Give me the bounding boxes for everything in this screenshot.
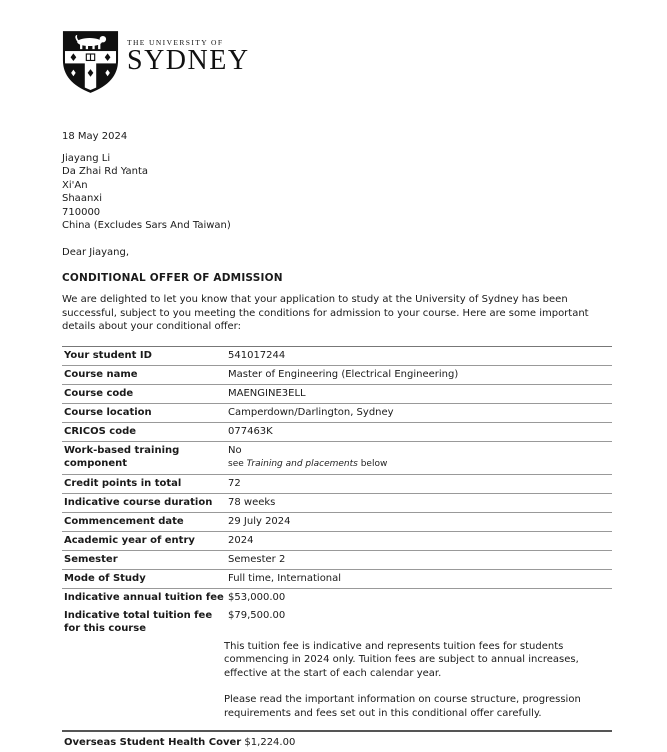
work-based-training-value: No bbox=[228, 444, 610, 457]
row-value bbox=[228, 444, 610, 471]
address-line-country: China (Excludes Sars And Taiwan) bbox=[62, 219, 612, 233]
row-value: MAENGINE3ELL bbox=[228, 387, 610, 400]
salutation: Dear Jiayang, bbox=[62, 246, 612, 260]
row-value: Camperdown/Darlington, Sydney bbox=[228, 406, 610, 419]
table-row-academic-year bbox=[62, 532, 612, 551]
university-wordmark-top: THE UNIVERSITY OF bbox=[127, 38, 250, 47]
university-wordmark bbox=[127, 30, 250, 74]
work-based-training-note bbox=[228, 458, 610, 471]
table-row-student-id bbox=[62, 347, 612, 366]
row-label: Mode of Study bbox=[64, 572, 228, 585]
row-label: Course location bbox=[64, 406, 228, 419]
table-row-commencement-date bbox=[62, 513, 612, 532]
row-value: $79,500.00 bbox=[228, 609, 610, 635]
row-value: 541017244 bbox=[228, 349, 610, 362]
row-label: Course code bbox=[64, 387, 228, 400]
row-value: Master of Engineering (Electrical Engineering) bbox=[228, 368, 610, 381]
address-line-name: Jiayang Li bbox=[62, 152, 612, 166]
row-label: Academic year of entry bbox=[64, 534, 228, 547]
row-value: 72 bbox=[228, 477, 610, 490]
row-value: Full time, International bbox=[228, 572, 610, 585]
university-logo bbox=[62, 30, 612, 94]
table-row-oshc bbox=[62, 732, 612, 752]
table-row-course-location bbox=[62, 404, 612, 423]
table-row-mode-of-study bbox=[62, 570, 612, 589]
row-label: Semester bbox=[64, 553, 228, 566]
tuition-fee-notes bbox=[62, 638, 612, 731]
letter-heading: CONDITIONAL OFFER OF ADMISSION bbox=[62, 272, 612, 284]
address-line-city: Xi'An bbox=[62, 179, 612, 193]
address-line-province: Shaanxi bbox=[62, 192, 612, 206]
letter-date: 18 May 2024 bbox=[62, 130, 612, 144]
note-suffix: below bbox=[358, 459, 387, 469]
row-value: 2024 bbox=[228, 534, 610, 547]
table-row-course-duration bbox=[62, 494, 612, 513]
row-label: Work-based training component bbox=[64, 444, 228, 471]
row-label: CRICOS code bbox=[64, 425, 228, 438]
row-value: 78 weeks bbox=[228, 496, 610, 509]
row-value: Semester 2 bbox=[228, 553, 610, 566]
row-label: Commencement date bbox=[64, 515, 228, 528]
address-line-postcode: 710000 bbox=[62, 206, 612, 220]
university-wordmark-name: SYDNEY bbox=[127, 48, 250, 74]
offer-details-table bbox=[62, 346, 612, 752]
oshc-value: $1,224.00 bbox=[244, 737, 295, 748]
fee-note-indicative: This tuition fee is indicative and represents tuition fees for students commencing in 2024 only. Tuition fees are subject to annual increases, effective at the start of each calendar year. bbox=[224, 640, 610, 681]
table-row-work-based-training bbox=[62, 442, 612, 475]
row-label: Indicative course duration bbox=[64, 496, 228, 509]
note-prefix: see bbox=[228, 459, 247, 469]
table-row-total-tuition-fee bbox=[62, 607, 612, 638]
row-label: Course name bbox=[64, 368, 228, 381]
university-crest-icon bbox=[62, 30, 119, 93]
table-row-course-name bbox=[62, 366, 612, 385]
table-row-semester bbox=[62, 551, 612, 570]
row-value: $53,000.00 bbox=[228, 591, 610, 604]
oshc-label: Overseas Student Health Cover bbox=[64, 737, 241, 748]
fee-notes-spacer bbox=[64, 640, 224, 721]
table-row-annual-tuition-fee bbox=[62, 589, 612, 607]
note-italic: Training and placements bbox=[247, 459, 358, 469]
address-line-street: Da Zhai Rd Yanta bbox=[62, 165, 612, 179]
table-row-credit-points bbox=[62, 475, 612, 494]
intro-paragraph: We are delighted to let you know that your application to study at the University of Sydney has been successful, subject to you meeting the conditions for admission to your course. Here are some important details about your conditional offer: bbox=[62, 293, 612, 334]
row-label: Indicative annual tuition fee bbox=[64, 591, 228, 604]
row-value: 29 July 2024 bbox=[228, 515, 610, 528]
table-row-cricos-code bbox=[62, 423, 612, 442]
table-row-course-code bbox=[62, 385, 612, 404]
recipient-address bbox=[62, 152, 612, 233]
row-label: Indicative total tuition fee for this course bbox=[64, 609, 228, 635]
row-label: Credit points in total bbox=[64, 477, 228, 490]
fee-note-read-carefully: Please read the important information on course structure, progression requirements and fees set out in this conditional offer carefully. bbox=[224, 693, 610, 720]
row-label: Your student ID bbox=[64, 349, 228, 362]
row-value: 077463K bbox=[228, 425, 610, 438]
